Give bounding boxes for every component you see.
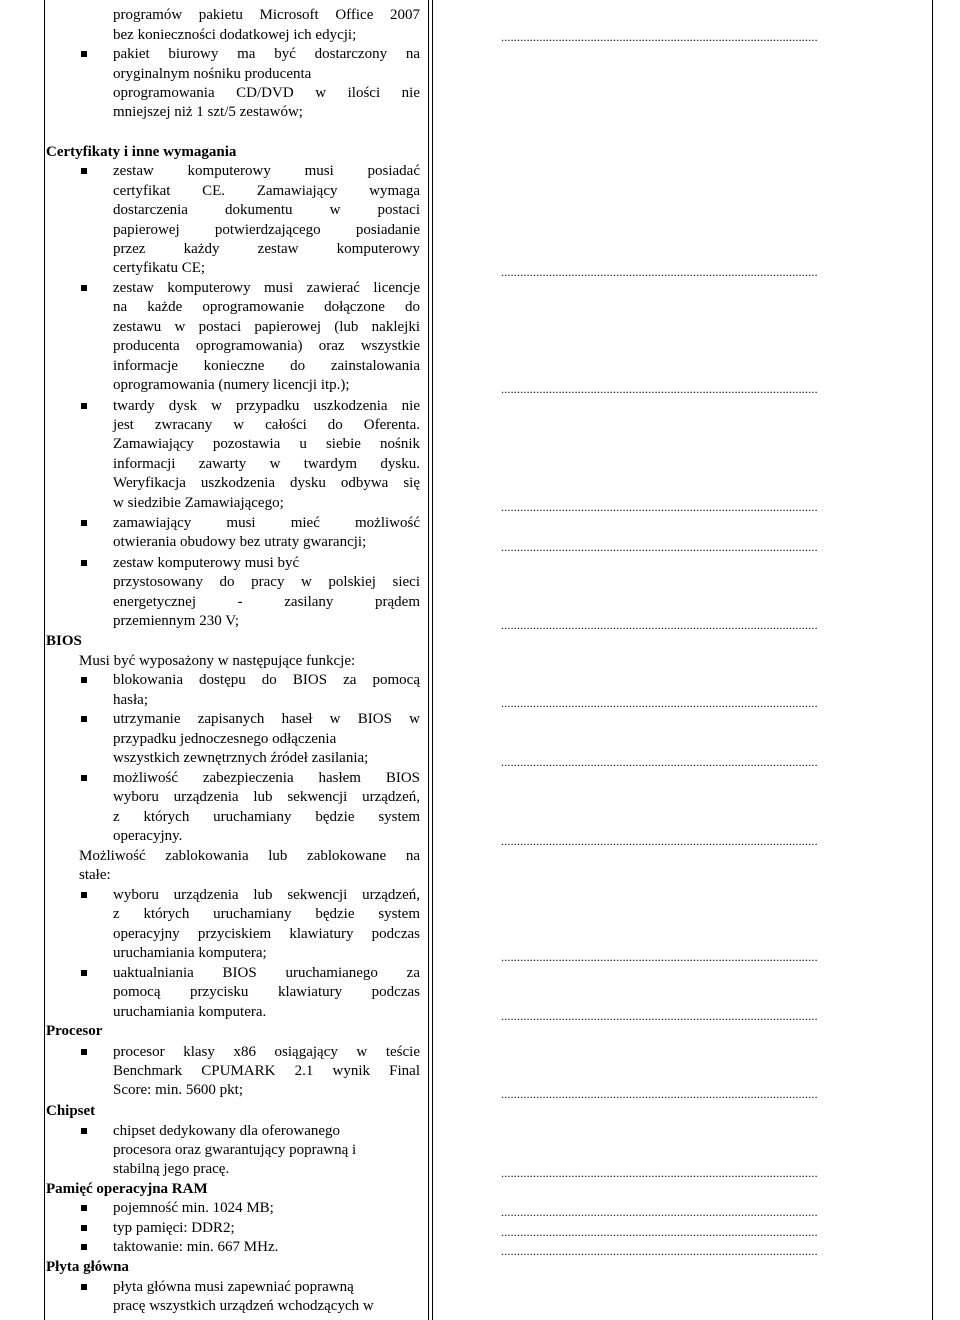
bullet-icon [81, 51, 87, 57]
section-heading: Płyta główna [46, 1259, 129, 1275]
answer-placeholder-dots [501, 755, 821, 769]
text-line: programów pakietu Microsoft Office 2007 [113, 7, 420, 23]
text-line: z których uruchamiany będzie system [113, 906, 420, 922]
column-rule [932, 0, 933, 1320]
text-line: certyfikatu CE; [113, 260, 206, 276]
text-line: uruchamiania komputera. [113, 1004, 267, 1020]
text-line: chipset dedykowany dla oferowanego [113, 1123, 341, 1139]
bullet-icon [81, 285, 87, 291]
text-line: utrzymanie zapisanych haseł w BIOS w [113, 711, 420, 727]
answer-placeholder-dots [501, 1166, 821, 1180]
answer-placeholder-dots [501, 1225, 821, 1239]
column-rule [428, 0, 429, 1320]
text-line: Zamawiający pozostawia u siebie nośnik [113, 436, 420, 452]
text-line: płyta główna musi zapewniać poprawną [113, 1279, 354, 1295]
text-line: przez każdy zestaw komputerowy [113, 241, 420, 257]
text-line: informacje konieczne do zainstalowania [113, 358, 420, 374]
text-line: blokowania dostępu do BIOS za pomocą [113, 672, 420, 688]
answer-placeholder-dots [501, 540, 821, 554]
text-line: certyfikat CE. Zamawiający wymaga [113, 183, 420, 199]
text-line: typ pamięci: DDR2; [113, 1220, 235, 1236]
text-line: dostarczenia dokumentu w postaci [113, 202, 420, 218]
section-heading: BIOS [46, 633, 82, 649]
text-line: oryginalnym nośniku producenta [113, 66, 312, 82]
text-line: pakiet biurowy ma być dostarczony na [113, 46, 420, 62]
text-line: przystosowany do pracy w polskiej sieci [113, 574, 420, 590]
text-line: procesor klasy x86 osiągający w teście [113, 1044, 420, 1060]
text-line: twardy dysk w przypadku uszkodzenia nie [113, 398, 420, 414]
answer-placeholder-dots [501, 382, 821, 396]
bullet-icon [81, 403, 87, 409]
column-rule [44, 0, 45, 1320]
text-line: stabilną jego pracę. [113, 1161, 230, 1177]
bullet-icon [81, 1049, 87, 1055]
text-line: uruchamiania komputera; [113, 945, 267, 961]
answer-placeholder-dots [501, 30, 821, 44]
bullet-icon [81, 1225, 87, 1231]
text-line: producenta oprogramowania) oraz wszystkie [113, 338, 420, 354]
text-line: taktowanie: min. 667 MHz. [113, 1239, 279, 1255]
section-heading: Pamięć operacyjna RAM [46, 1181, 208, 1197]
text-line: jest zwracany w całości do Oferenta. [113, 417, 420, 433]
text-line: w siedzibie Zamawiającego; [113, 495, 284, 511]
answer-placeholder-dots [501, 1244, 821, 1258]
bullet-icon [81, 560, 87, 566]
answer-placeholder-dots [501, 950, 821, 964]
text-line: mniejszej niż 1 szt/5 zestawów; [113, 104, 303, 120]
text-line: możliwość zabezpieczenia hasłem BIOS [113, 770, 420, 786]
text-line: Weryfikacja uszkodzenia dysku odbywa się [113, 475, 420, 491]
bullet-icon [81, 1205, 87, 1211]
text-line: Musi być wyposażony w następujące funkcje: [79, 653, 356, 669]
text-line: bez konieczności dodatkowej ich edycji; [113, 27, 357, 43]
bullet-icon [81, 775, 87, 781]
answer-placeholder-dots [501, 834, 821, 848]
text-line: Score: min. 5600 pkt; [113, 1082, 243, 1098]
text-line: otwierania obudowy bez utraty gwarancji; [113, 534, 367, 550]
text-line: zestaw komputerowy musi być [113, 555, 300, 571]
text-line: wyboru urządzenia lub sekwencji urządzeń, [113, 887, 420, 903]
text-line: wyboru urządzenia lub sekwencji urządzeń, [113, 789, 420, 805]
answer-placeholder-dots [501, 1009, 821, 1023]
text-line: uaktualniania BIOS uruchamianego za [113, 965, 420, 981]
text-line: energetycznej - zasilany prądem [113, 594, 420, 610]
text-line: z których uruchamiany będzie system [113, 809, 420, 825]
answer-placeholder-dots [501, 1087, 821, 1101]
text-line: oprogramowania (numery licencji itp.); [113, 377, 350, 393]
bullet-icon [81, 1284, 87, 1290]
bullet-icon [81, 168, 87, 174]
text-line: operacyjny przyciskiem klawiatury podczas [113, 926, 420, 942]
bullet-icon [81, 677, 87, 683]
text-line: operacyjny. [113, 828, 183, 844]
text-line: pracę wszystkich urządzeń wchodzących w [113, 1298, 374, 1314]
section-heading: Chipset [46, 1103, 96, 1119]
bullet-icon [81, 716, 87, 722]
text-line: oprogramowania CD/DVD w ilości nie [113, 85, 420, 101]
answer-placeholder-dots [501, 696, 821, 710]
section-heading: Certyfikaty i inne wymagania [46, 144, 237, 160]
bullet-icon [81, 1128, 87, 1134]
text-line: zestaw komputerowy musi zawierać licencje [113, 280, 420, 296]
answer-placeholder-dots [501, 618, 821, 632]
text-line: wszystkich zewnętrznych źródeł zasilania; [113, 750, 369, 766]
text-line: na każde oprogramowanie dołączone do [113, 299, 420, 315]
text-line: pomocą przycisku klawiatury podczas [113, 984, 420, 1000]
text-line: przemiennym 230 V; [113, 613, 240, 629]
text-line: przypadku jednoczesnego odłączenia [113, 731, 337, 747]
text-line: zestawu w postaci papierowej (lub naklejki [113, 319, 420, 335]
bullet-icon [81, 1244, 87, 1250]
text-line: procesora oraz gwarantujący poprawną i [113, 1142, 357, 1158]
answer-placeholder-dots [501, 1205, 821, 1219]
text-line: zamawiający musi mieć możliwość [113, 515, 420, 531]
text-line: papierowej potwierdzającego posiadanie [113, 222, 420, 238]
answer-placeholder-dots [501, 500, 821, 514]
answer-placeholder-dots [501, 265, 821, 279]
text-line: hasła; [113, 692, 148, 708]
text-line: pojemność min. 1024 MB; [113, 1200, 274, 1216]
text-line: Benchmark CPUMARK 2.1 wynik Final [113, 1063, 420, 1079]
text-line: Możliwość zablokowania lub zablokowane na [79, 848, 420, 864]
column-rule [432, 0, 433, 1320]
text-line: zestaw komputerowy musi posiadać [113, 163, 420, 179]
text-line: stałe: [79, 867, 111, 883]
text-line: informacji zawarty w twardym dysku. [113, 456, 420, 472]
bullet-icon [81, 520, 87, 526]
section-heading: Procesor [46, 1023, 103, 1039]
bullet-icon [81, 892, 87, 898]
bullet-icon [81, 970, 87, 976]
